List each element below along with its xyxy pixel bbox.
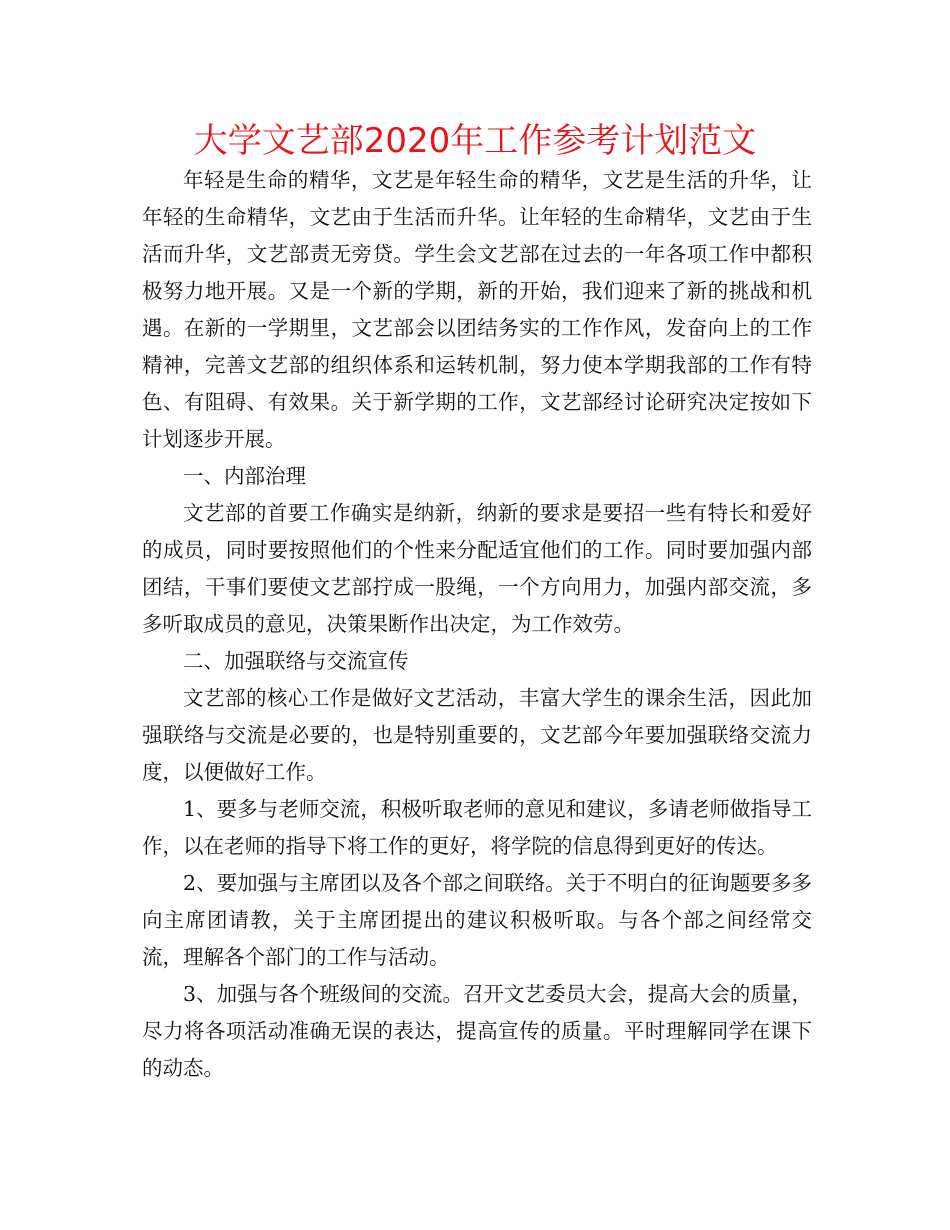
list-item-presidium: 2、要加强与主席团以及各个部之间联络。关于不明白的征询题要多多向主席团请教，关于主席团提出的建议积极听取。与各个部之间经常交流，理解各个部门的工作与活动。 [142,871,812,969]
paragraph-communication: 文艺部的核心工作是做好文艺活动，丰富大学生的课余生活，因此加强联络与交流是必要的，也是特别重要的，文艺部今年要加强联络交流力度，以便做好工作。 [142,686,812,784]
document-body [142,162,812,1087]
list-item-teachers: 1、要多与老师交流，积极听取老师的意见和建议，多请老师做指导工作，以在老师的指导下将工作的更好，将学院的信息得到更好的传达。 [142,797,812,858]
paragraph-intro: 年轻是生命的精华，文艺是年轻生命的精华，文艺是生活的升华，让年轻的生命精华，文艺由于生活而升华。让年轻的生命精华，文艺由于生活而升华，文艺部责无旁贷。学生会文艺部在过去的一年各项工作中都积极努力地开展。又是一个新的学期，新的开始，我们迎来了新的挑战和机遇。在新的一学期里，文艺部会以团结务实的工作作风，发奋向上的工作精神，完善文艺部的组织体系和运转机制，努力使本学期我部的工作有特色、有阻碍、有效果。关于新学期的工作，文艺部经讨论研究决定按如下计划逐步开展。 [142,168,812,451]
heading-internal-management: 一、内部治理 [183,464,306,488]
heading-communication: 二、加强联络与交流宣传 [183,649,409,673]
list-item-classes: 3、加强与各个班级间的交流。召开文艺委员大会，提高大会的质量，尽力将各项活动准确无误的表达，提高宣传的质量。平时理解同学在课下的动态。 [142,982,812,1080]
paragraph-internal-management: 文艺部的首要工作确实是纳新，纳新的要求是要招一些有特长和爱好的成员，同时要按照他们的个性来分配适宜他们的工作。同时要加强内部团结，干事们要使文艺部拧成一股绳，一个方向用力，加强内部交流，多多听取成员的意见，决策果断作出决定，为工作效劳。 [142,501,812,636]
document-title: 大学文艺部2020年工作参考计划范文 [193,121,757,161]
